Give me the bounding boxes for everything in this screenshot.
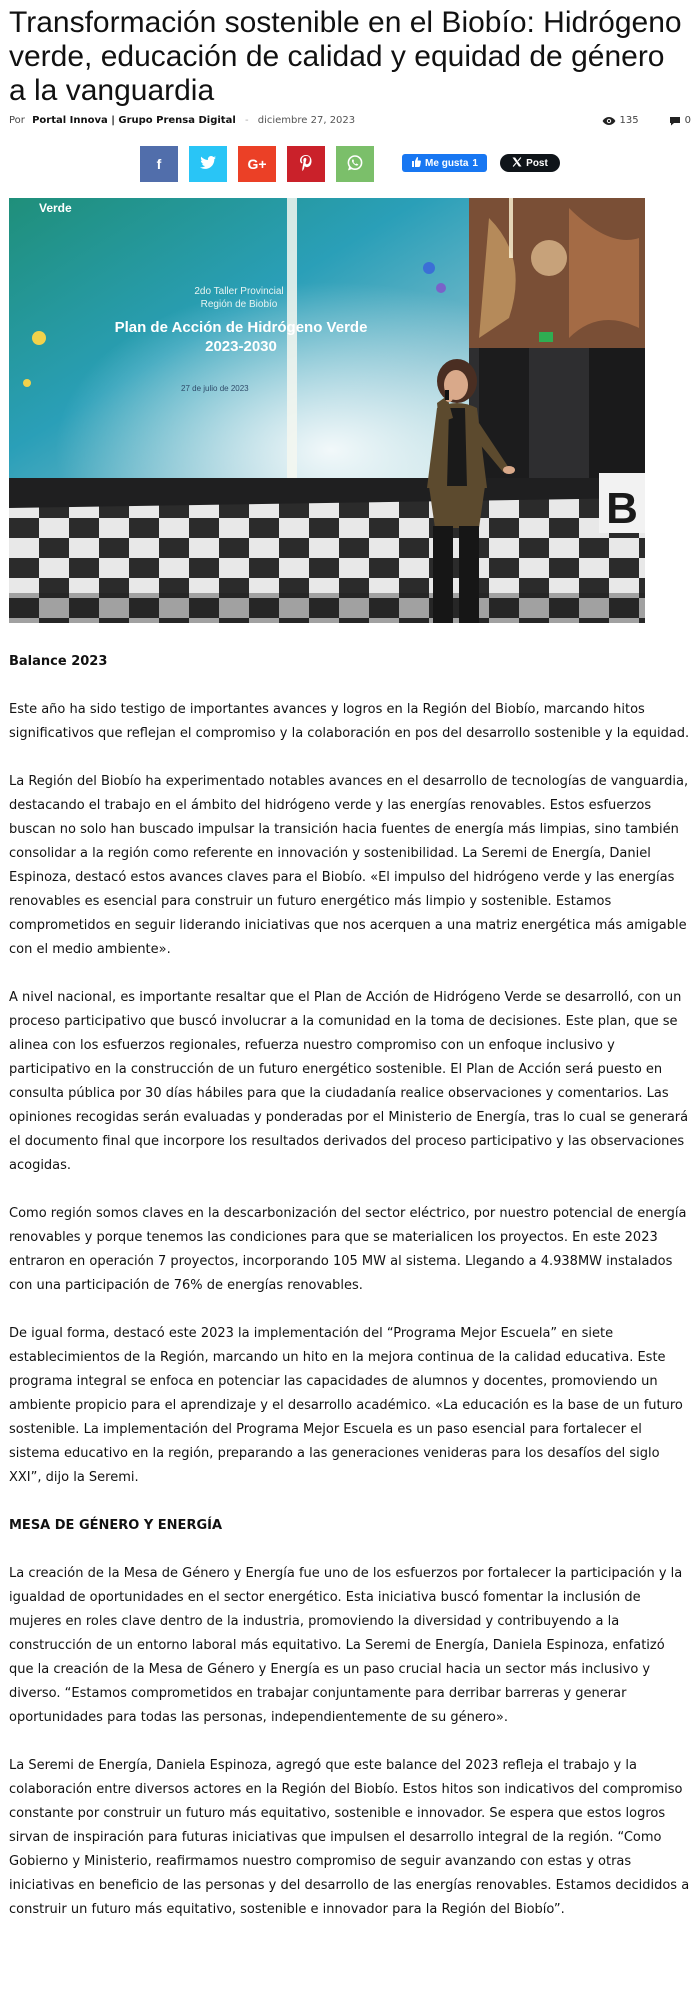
paragraph-5: De igual forma, destacó este 2023 la implementación del “Programa Mejor Escuela” en siete establecimientos de la Región, marcando un hito en la mejora continua de la calidad educativa. Este programa integral se enfoca en potenciar las capacidades de alumnos y docentes, promoviendo un ambiente propicio para el aprendizaje y el desarrollo académico. «La educación es la base de un futuro sostenible. La implementación del Programa Mejor Escuela es un paso esencial para fortalecer el sistema educativo en la región, preparando a las generaciones venideras para los desafíos del siglo XXI”, dijo la Seremi.: [9, 1326, 683, 1485]
share-bar: [140, 146, 374, 182]
paragraph-6: La creación de la Mesa de Género y Energía fue uno de los esfuerzos por fortalecer la participación y la igualdad de oportunidades en el sector energético. Esta iniciativa buscó fomentar la inclusión de mujeres en roles clave dentro de la industria, promoviendo la diversidad y contribuyendo a la construcción de un entorno laboral más equitativo. La Seremi de Energía, Daniela Espinoza, enfatizó que la creación de la Mesa de Género y Energía es un paso crucial hacia un sector más inclusivo y diverso. “Estamos comprometidos en trabajar conjuntamente para derribar barreras y generar oportunidades para todas las personas, independientemente de su género».: [9, 1566, 683, 1725]
paragraph-4: Como región somos claves en la descarbonización del sector eléctrico, por nuestro potencial de energía renovables y porque tenemos las condiciones para que se materialicen los proyectos. En este 2023 entraron en operación 7 proyectos, incorporando 105 MW al sistema. Llegando a 4.938MW instalados con una participación de 76% de energías renovables.: [9, 1206, 687, 1293]
x-logo-icon: [512, 157, 522, 170]
comment-icon[interactable]: [669, 116, 681, 126]
article-counts: [602, 113, 691, 129]
pinterest-icon: [299, 155, 313, 174]
twitter-share-button[interactable]: [189, 146, 227, 182]
facebook-icon: f: [156, 156, 162, 172]
like-label: Me gusta: [425, 157, 469, 169]
like-count: 1: [472, 157, 478, 169]
article-title: Transformación sostenible en el Biobío: Hidrógeno verde, educación de calidad y equidad de género a la vanguardia: [9, 6, 682, 107]
slide-corner-text: Verde: [39, 201, 72, 215]
publish-date: diciembre 27, 2023: [257, 115, 356, 126]
slide-date: 27 de julio de 2023: [181, 384, 249, 393]
slide-title-2: 2023-2030: [205, 338, 277, 355]
thumbs-up-icon: [411, 157, 421, 170]
googleplus-icon: G+: [247, 156, 267, 172]
wall-letter: B: [606, 484, 638, 533]
eye-icon: [602, 116, 616, 126]
section-heading-balance: Balance 2023: [9, 654, 108, 669]
facebook-like-button[interactable]: [402, 154, 487, 172]
article-meta: [9, 113, 691, 129]
article-photo: [9, 198, 645, 623]
paragraph-1: Este año ha sido testigo de importantes avances y logros en la Región del Biobío, marcando hitos significativos que reflejan el compromiso y la colaboración en pos del desarrollo sostenible y la equidad.: [9, 702, 690, 741]
slide-line-2: Región de Biobío: [200, 299, 278, 310]
pinterest-share-button[interactable]: [287, 146, 325, 182]
twitter-icon: [200, 156, 216, 172]
facebook-share-button[interactable]: [140, 146, 178, 182]
article-body: [9, 650, 691, 1946]
paragraph-3: A nivel nacional, es importante resaltar que el Plan de Acción de Hidrógeno Verde se desarrolló, con un proceso participativo que buscó involucrar a la comunidad en la toma de decisiones. Este plan, que se alinea con los esfuerzos regionales, refuerza nuestro compromiso con un enfoque inclusivo y participativo en la construcción de un futuro energético sostenible. El Plan de Acción será puesto en consulta pública por 30 días hábiles para que la ciudadanía realice observaciones y comentarios. Las opiniones recogidas serán evaluadas y ponderadas por el Ministerio de Energía, tras lo cual se generará el documento final que incorpore los resultados derivados del proceso participativo y las observaciones acogidas.: [9, 990, 689, 1173]
whatsapp-icon: [346, 154, 364, 175]
meta-separator: -: [244, 115, 249, 126]
slide-line-1: 2do Taller Provincial: [194, 286, 284, 297]
section-heading-gender: MESA DE GÉNERO Y ENERGÍA: [9, 1518, 223, 1533]
x-post-label: Post: [526, 157, 548, 169]
slide-title-1: Plan de Acción de Hidrógeno Verde: [114, 319, 368, 336]
by-label: Por: [9, 115, 25, 126]
paragraph-2: La Región del Biobío ha experimentado notables avances en el desarrollo de tecnologías de vanguardia, destacando el trabajo en el ámbito del hidrógeno verde y las energías renovables. Estos esfuerzos buscan no solo han buscado impulsar la transición hacia fuentes de energía más limpias, sino también consolidar a la región como referente en innovación y sostenibilidad. La Seremi de Energía, Daniel Espinoza, destacó estos avances claves para el Biobío. «El impulso del hidrógeno verde y las energías renovables es esencial para construir un futuro energético más limpio y sostenible. Estamos comprometidos en seguir liderando iniciativas que nos acerquen a una matriz energética más amigable con el medio ambiente».: [9, 774, 689, 957]
comments-count[interactable]: 0: [684, 115, 691, 126]
author-link[interactable]: Portal Innova | Grupo Prensa Digital: [32, 115, 236, 126]
views-count: 135: [619, 115, 639, 126]
paragraph-7: La Seremi de Energía, Daniela Espinoza, agregó que este balance del 2023 refleja el trabajo y la colaboración entre diversos actores en la Región del Biobío. Estos hitos son indicativos del compromiso constante por construir un futuro más equitativo, sostenible e innovador. Se espera que estos logros sirvan de inspiración para futuras iniciativas que impulsen el desarrollo integral de la región. “Como Gobierno y Ministerio, reafirmamos nuestro compromiso de seguir avanzando con estas y otras iniciativas en beneficio de las personas y del desarrollo de las energías renovables. Estamos decididos a construir un futuro más equitativo, sostenible e innovador para la Región del Biobío”.: [9, 1758, 690, 1917]
whatsapp-share-button[interactable]: [336, 146, 374, 182]
x-post-button[interactable]: [500, 154, 560, 172]
googleplus-share-button[interactable]: [238, 146, 276, 182]
